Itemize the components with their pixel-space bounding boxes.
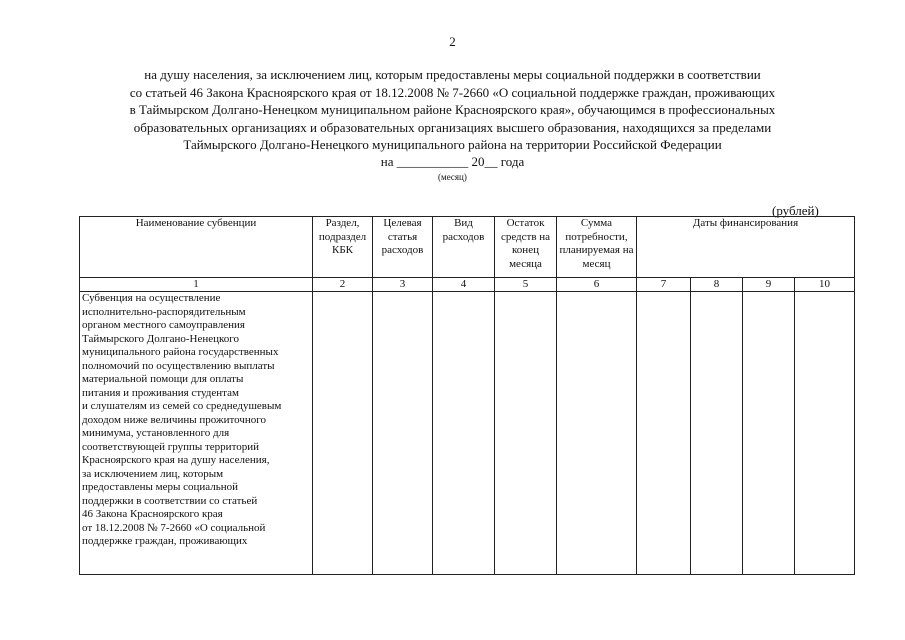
subvention-name-cell bbox=[80, 292, 313, 575]
subvention-text-line: исполнительно-распорядительным bbox=[82, 305, 246, 318]
month-end-balance-cell bbox=[495, 292, 557, 575]
subvention-text-line: 46 Закона Красноярского края bbox=[82, 508, 223, 520]
subvention-text-line: и слушателям из семей со среднедушевым bbox=[82, 400, 282, 412]
financing-date-cell bbox=[691, 292, 743, 575]
financing-date-cell bbox=[637, 292, 691, 575]
subvention-text-line: соответствующей группы территорий bbox=[82, 440, 260, 453]
column-number: 2 bbox=[313, 278, 373, 292]
subvention-text-line: материальной помощи для оплаты bbox=[82, 373, 244, 385]
header-monthly-need: Сумма потребности, планируемая на месяц bbox=[557, 217, 637, 278]
column-number: 5 bbox=[495, 278, 557, 292]
header-financing-dates: Даты финансирования bbox=[637, 217, 855, 278]
page-number: 2 bbox=[449, 34, 456, 49]
monthly-need-cell bbox=[557, 292, 637, 575]
column-number: 9 bbox=[743, 278, 795, 292]
target-article-cell bbox=[373, 292, 433, 575]
subvention-text-line: от 18.12.2008 № 7-2660 «О социальной bbox=[82, 521, 266, 534]
header-section-kbk: Раздел, подраздел КБК bbox=[313, 217, 373, 278]
financing-date-cell bbox=[795, 292, 855, 575]
currency-note: (рублей) bbox=[772, 203, 819, 218]
month-caption: (месяц) bbox=[438, 172, 467, 182]
subvention-text-line: Таймырского Долгано-Ненецкого bbox=[82, 332, 240, 345]
subvention-text-line: поддержки в соответствии со статьей bbox=[82, 494, 258, 507]
title-line: в Таймырском Долгано-Ненецком муниципальном районе Красноярского края», обучающимся в профессиональных bbox=[129, 102, 776, 117]
document-title bbox=[60, 66, 845, 154]
subvention-text-line: за исключением лиц, которым bbox=[82, 467, 224, 480]
subvention-table bbox=[79, 216, 855, 575]
subvention-text-line: минимума, установленного для bbox=[82, 427, 230, 439]
header-expense-type: Вид расходов bbox=[433, 217, 495, 278]
expense-type-cell bbox=[433, 292, 495, 575]
column-number: 6 bbox=[557, 278, 637, 292]
title-line: образовательных организациях и образовательных организациях высшего образования, находящихся за пределами bbox=[133, 119, 772, 135]
financing-date-cell bbox=[743, 292, 795, 575]
column-number: 10 bbox=[795, 278, 855, 292]
title-line: на душу населения, за исключением лиц, которым предоставлены меры социальной поддержки в соответствии bbox=[144, 67, 761, 82]
report-date-line: на ___________ 20__ года bbox=[380, 154, 525, 169]
subvention-text-line: органом местного самоуправления bbox=[82, 319, 245, 331]
subvention-text-line: полномочий по осуществлению выплаты bbox=[82, 359, 275, 372]
header-month-end-balance: Остаток средств на конец месяца bbox=[495, 217, 557, 278]
subvention-text-line: Субвенция на осуществление bbox=[82, 292, 221, 304]
header-target-article: Целевая статья расходов bbox=[373, 217, 433, 278]
subvention-text-line: поддержке граждан, проживающих bbox=[82, 535, 248, 547]
subvention-text-line: питания и проживания студентам bbox=[82, 386, 239, 399]
subvention-text-line: предоставлены меры социальной bbox=[82, 481, 239, 493]
column-number: 4 bbox=[433, 278, 495, 292]
title-line: Таймырского Долгано-Ненецкого муниципального района на территории Российской Федерации bbox=[183, 137, 722, 152]
column-number: 1 bbox=[80, 278, 313, 292]
column-number: 3 bbox=[373, 278, 433, 292]
column-number: 7 bbox=[637, 278, 691, 292]
column-number-row bbox=[80, 278, 855, 292]
section-kbk-cell bbox=[313, 292, 373, 575]
header-subvention-name: Наименование субвенции bbox=[80, 217, 313, 278]
subvention-text-line: Красноярского края на душу населения, bbox=[82, 454, 270, 466]
column-number: 8 bbox=[691, 278, 743, 292]
table-row bbox=[80, 292, 855, 575]
title-line: со статьей 46 Закона Красноярского края от 18.12.2008 № 7-2660 «О социальной поддержке граждан, проживающих bbox=[129, 84, 776, 100]
subvention-text-line: муниципального района государственных bbox=[82, 346, 279, 358]
subvention-text-line: доходом ниже величины прожиточного bbox=[82, 413, 267, 426]
table-header-row bbox=[80, 217, 855, 278]
